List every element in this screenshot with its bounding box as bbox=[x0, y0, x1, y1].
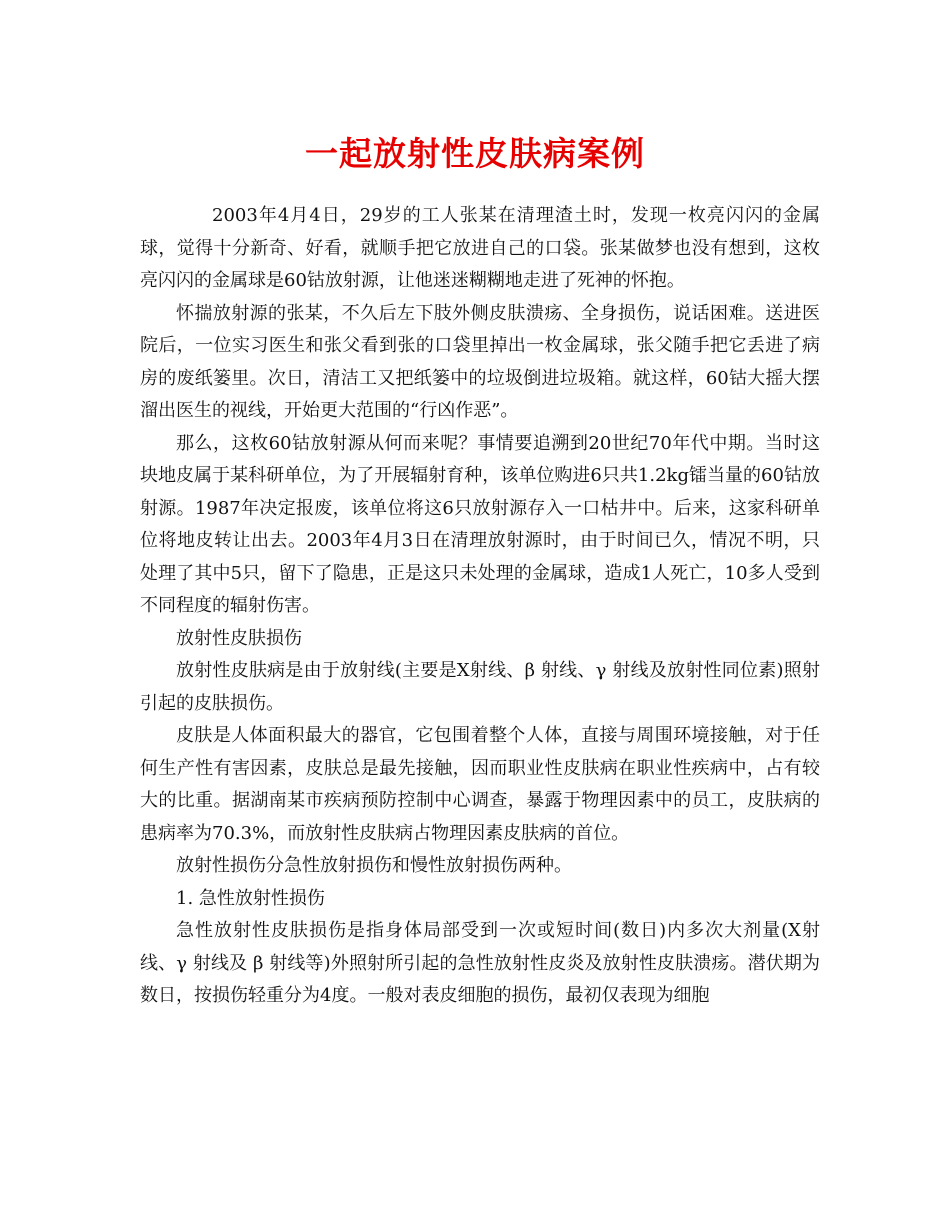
section-heading-acute: 1. 急性放射性损伤 bbox=[176, 887, 325, 909]
document-body bbox=[140, 200, 820, 1013]
paragraph-origin: 那么，这枚60钴放射源从何而来呢？事情要追溯到20世纪70年代中期。当时这块地皮属于某科研单位，为了开展辐射育种，该单位购进6只共1.2kg镭当量的60钴放射源。1987年决定报废，该单位将这6只放射源存入一口枯井中。后来，这家科研单位将地皮转让出去。2003年4月3日在清理放射源时，由于时间已久，情况不明，只处理了其中5只，留下了隐患，正是这只未处理的金属球，造成1人死亡，10多人受到不同程度的辐射伤害。 bbox=[140, 432, 820, 616]
paragraph-definition: 放射性皮肤病是由于放射线(主要是X射线、β 射线、γ 射线及放射性同位素)照射引起的皮肤损伤。 bbox=[140, 660, 820, 714]
paragraph-injury-types: 放射性损伤分急性放射损伤和慢性放射损伤两种。 bbox=[176, 855, 572, 876]
paragraph-skin-organ: 皮肤是人体面积最大的器官，它包围着整个人体，直接与周围环境接触，对于任何生产性有害因素，皮肤总是最先接触，因而职业性皮肤病在职业性疾病中，占有较大的比重。据湖南某市疾病预防控制中心调查，暴露于物理因素中的员工，皮肤病的患病率为70.3%，而放射性皮肤病占物理因素皮肤病的首位。 bbox=[140, 725, 820, 844]
section-heading-skin-injury: 放射性皮肤损伤 bbox=[176, 627, 302, 649]
paragraph-acute-description: 急性放射性皮肤损伤是指身体局部受到一次或短时间(数日)内多次大剂量(X射线、γ 射线及 β 射线等)外照射所引起的急性放射性皮炎及放射性皮肤溃疡。潜伏期为数日，按损伤轻重分为4度。一般对表皮细胞的损伤，最初仅表现为细胞 bbox=[140, 920, 820, 1006]
paragraph-hospital: 怀揣放射源的张某，不久后左下肢外侧皮肤溃疡、全身损伤，说话困难。送进医院后，一位实习医生和张父看到张的口袋里掉出一枚金属球，张父随手把它丢进了病房的废纸篓里。次日，清洁工又把纸篓中的垃圾倒进垃圾箱。就这样，60钴大摇大摆溜出医生的视线，开始更大范围的“行凶作恶”。 bbox=[140, 302, 820, 421]
document-title: 一起放射性皮肤病案例 bbox=[305, 134, 645, 173]
paragraph-incident: 2003年4月4日，29岁的工人张某在清理渣土时，发现一枚亮闪闪的金属球，觉得十分新奇、好看，就顺手把它放进自己的口袋。张某做梦也没有想到，这枚亮闪闪的金属球是60钴放射源，让他迷迷糊糊地走进了死神的怀抱。 bbox=[140, 205, 820, 291]
